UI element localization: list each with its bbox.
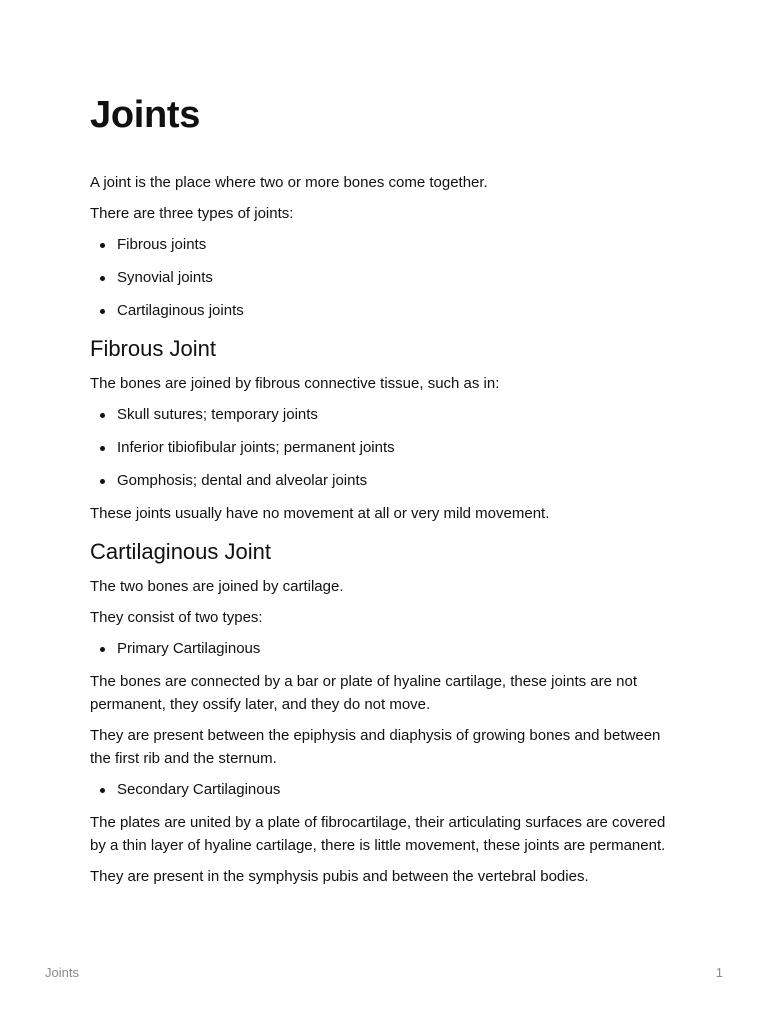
fibrous-paragraph-2: These joints usually have no movement at all or very mild movement.	[90, 505, 550, 522]
fibrous-examples-list	[90, 403, 680, 492]
primary-paragraph-1: The bones are connected by a bar or plate of hyaline cartilage, these joints are not permanent, they ossify later, and they do not move.	[90, 673, 638, 713]
page-title: Joints	[90, 94, 201, 136]
list-item: Inferior tibiofibular joints; permanent joints	[117, 436, 680, 459]
joint-types-list	[90, 233, 680, 322]
list-item: Skull sutures; temporary joints	[117, 403, 680, 426]
secondary-list	[90, 778, 680, 801]
list-item: Gomphosis; dental and alveolar joints	[117, 469, 680, 492]
primary-paragraph-2: They are present between the epiphysis and diaphysis of growing bones and between the first rib and the sternum.	[90, 727, 661, 767]
list-item: Cartilaginous joints	[117, 299, 680, 322]
secondary-paragraph-1: The plates are united by a plate of fibrocartilage, their articulating surfaces are covered by a thin layer of hyaline cartilage, there is little movement, these joints are permanent.	[90, 814, 666, 854]
primary-list	[90, 637, 680, 660]
footer-page-number: 1	[715, 965, 723, 980]
secondary-paragraph-2: They are present in the symphysis pubis and between the vertebral bodies.	[90, 868, 589, 885]
footer-document-name: Joints	[45, 965, 79, 980]
cartilaginous-paragraph-1: The two bones are joined by cartilage.	[90, 578, 344, 595]
cartilaginous-heading: Cartilaginous Joint	[90, 539, 271, 564]
cartilaginous-paragraph-2: They consist of two types:	[90, 609, 263, 626]
fibrous-paragraph-1: The bones are joined by fibrous connective tissue, such as in:	[90, 375, 500, 392]
list-item: Secondary Cartilaginous	[117, 778, 680, 801]
intro-paragraph-2: There are three types of joints:	[90, 205, 294, 222]
list-item: Primary Cartilaginous	[117, 637, 680, 660]
list-item: Fibrous joints	[117, 233, 680, 256]
list-item: Synovial joints	[117, 266, 680, 289]
intro-paragraph-1: A joint is the place where two or more bones come together.	[90, 174, 488, 191]
fibrous-heading: Fibrous Joint	[90, 336, 216, 361]
document-page	[90, 92, 680, 896]
